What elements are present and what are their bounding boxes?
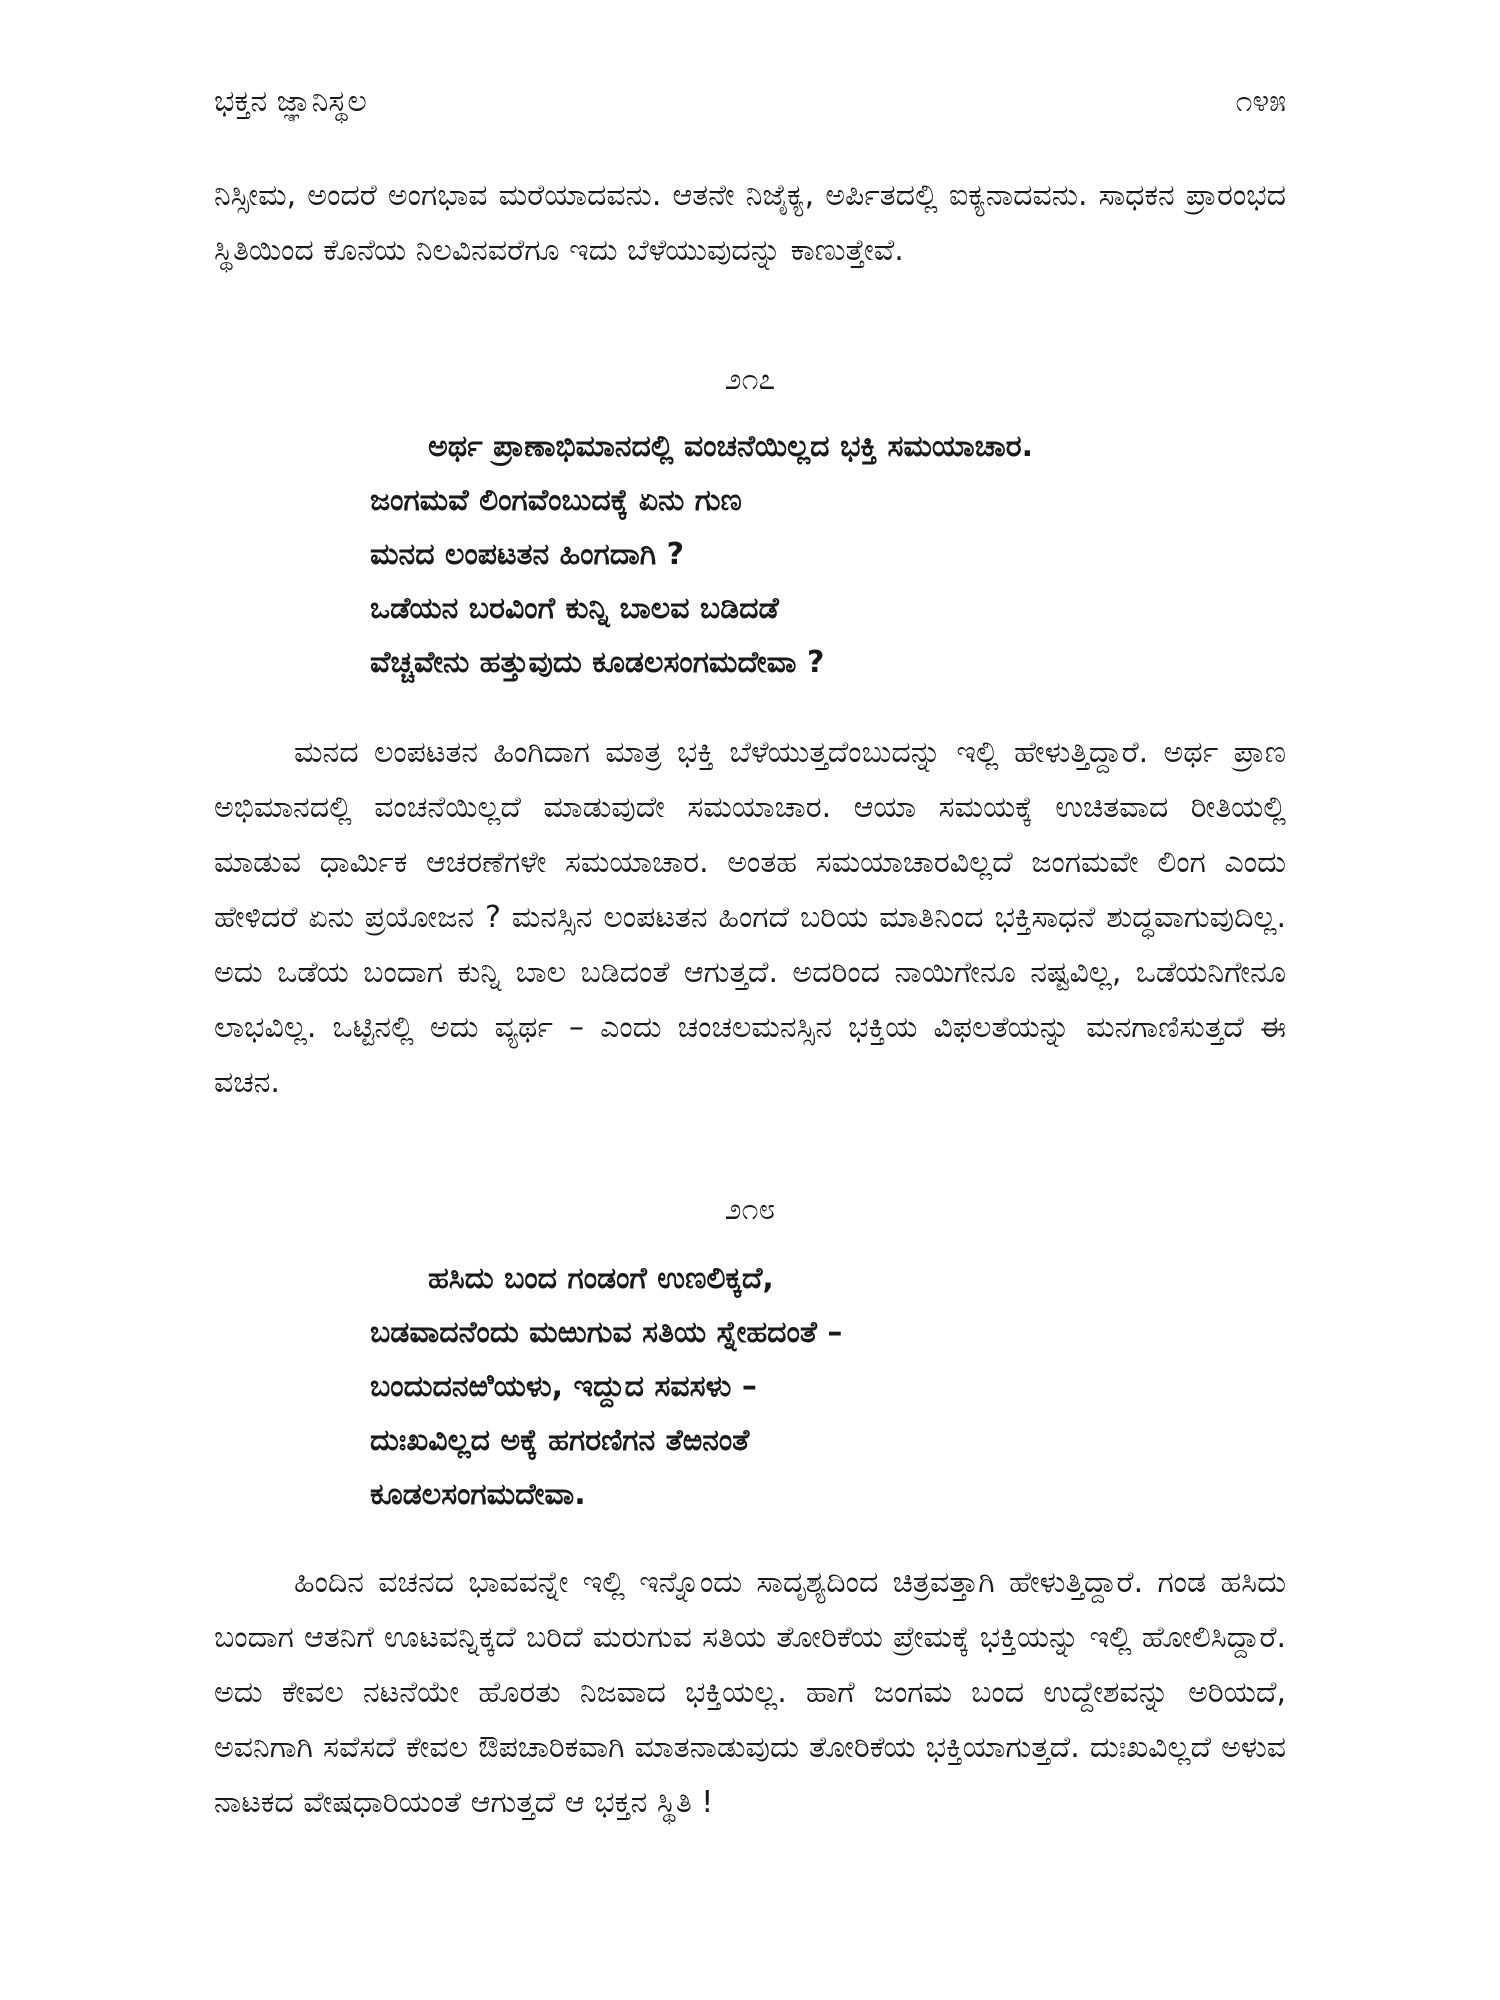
intro-paragraph: ನಿಸ್ಸೀಮ, ಅಂದರೆ ಅಂಗಭಾವ ಮರೆಯಾದವನು. ಆತನೇ ನಿಜೈಕ್ಯ, ಅರ್ಪಿತದಲ್ಲಿ ಐಕ್ಯನಾದವನು. ಸಾಧಕನ ಪ್ರಾರಂಭದ ಸ್ಥಿತಿಯಿಂದ ಕೊನೆಯ ನಿಲವಿನವರೆಗೂ ಇದು ಬೆಳೆಯುವುದನ್ನು ಕಾಣುತ್ತೇವೆ. [214, 178, 1286, 268]
verse-line: ಒಡೆಯನ ಬರವಿಂಗೆ ಕುನ್ನಿ ಬಾಲವ ಬಡಿದಡೆ [370, 591, 779, 626]
verse-line: ಮನದ ಲಂಪಟತನ ಹಿಂಗದಾಗಿ ? [370, 537, 684, 572]
verse-line: ಬಡವಾದನೆಂದು ಮಱುಗುವ ಸತಿಯ ಸ್ನೇಹದಂತೆ – [370, 1315, 843, 1350]
running-title: ಭಕ್ತನ ಜ್ಞಾನಿಸ್ಥಲ [214, 84, 367, 119]
vachana-number: ೨೧೭ [724, 362, 776, 397]
vachana-verse [370, 1252, 1270, 1522]
verse-line: ವೆಚ್ಚವೇನು ಹತ್ತುವುದು ಕೂಡಲಸಂಗಮದೇವಾ ? [370, 645, 825, 680]
page-number: ೧೪೫ [1235, 84, 1286, 119]
verse-line: ಅರ್ಥ ಪ್ರಾಣಾಭಿಮಾನದಲ್ಲಿ ವಂಚನೆಯಿಲ್ಲದ ಭಕ್ತಿ ಸಮಯಾಚಾರ. [428, 429, 1033, 464]
running-head [214, 80, 1286, 124]
verse-line: ಕೂಡಲಸಂಗಮದೇವಾ. [370, 1477, 586, 1512]
vachana-verse [370, 420, 1270, 690]
verse-line: ದುಃಖವಿಲ್ಲದ ಅಕ್ಕೆ ಹಗರಣಿಗನ ತೆಱನಂತೆ [370, 1423, 750, 1458]
verse-line: ಬಂದುದನಱಿಯಳು, ಇದ್ದುದ ಸವಸಳು – [370, 1369, 757, 1404]
verse-line: ಜಂಗಮವೆ ಲಿಂಗವೆಂಬುದಕ್ಕೆ ಏನು ಗುಣ [370, 483, 742, 518]
vachana-number: ೨೧೮ [724, 1192, 776, 1227]
commentary-paragraph: ಮನದ ಲಂಪಟತನ ಹಿಂಗಿದಾಗ ಮಾತ್ರ ಭಕ್ತಿ ಬೆಳೆಯುತ್ತದೆಂಬುದನ್ನು ಇಲ್ಲಿ ಹೇಳುತ್ತಿದ್ದಾರೆ. ಅರ್ಥ ಪ್ರಾಣ ಅಭಿಮಾನದಲ್ಲಿ ವಂಚನೆಯಿಲ್ಲದೆ ಮಾಡುವುದೇ ಸಮಯಾಚಾರ. ಆಯಾ ಸಮಯಕ್ಕೆ ಉಚಿತವಾದ ರೀತಿಯಲ್ಲಿ ಮಾಡುವ ಧಾರ್ಮಿಕ ಆಚರಣೆಗಳೇ ಸಮಯಾಚಾರ. ಅಂತಹ ಸಮಯಾಚಾರವಿಲ್ಲದೆ ಜಂಗಮವೇ ಲಿಂಗ ಎಂದು ಹೇಳಿದರೆ ಏನು ಪ್ರಯೋಜನ ? ಮನಸ್ಸಿನ ಲಂಪಟತನ ಹಿಂಗದೆ ಬರಿಯ ಮಾತಿನಿಂದ ಭಕ್ತಿಸಾಧನೆ ಶುದ್ಧವಾಗುವುದಿಲ್ಲ. ಅದು ಒಡೆಯ ಬಂದಾಗ ಕುನ್ನಿ ಬಾಲ ಬಡಿದಂತೆ ಆಗುತ್ತದೆ. ಅದರಿಂದ ನಾಯಿಗೇನೂ ನಷ್ಟವಿಲ್ಲ, ಒಡೆಯನಿಗೇನೂ ಲಾಭವಿಲ್ಲ. ಒಟ್ಟಿನಲ್ಲಿ ಅದು ವ್ಯರ್ಥ – ಎಂದು ಚಂಚಲಮನಸ್ಸಿನ ಭಕ್ತಿಯ ವಿಫಲತೆಯನ್ನು ಮನಗಾಣಿಸುತ್ತದೆ ಈ ವಚನ. [214, 735, 1286, 1100]
verse-line: ಹಸಿದು ಬಂದ ಗಂಡಂಗೆ ಉಣಲಿಕ್ಕದೆ, [428, 1261, 774, 1296]
commentary-paragraph: ಹಿಂದಿನ ವಚನದ ಭಾವವನ್ನೇ ಇಲ್ಲಿ ಇನ್ನೊಂದು ಸಾದೃಶ್ಯದಿಂದ ಚಿತ್ರವತ್ತಾಗಿ ಹೇಳುತ್ತಿದ್ದಾರೆ. ಗಂಡ ಹಸಿದು ಬಂದಾಗ ಆತನಿಗೆ ಊಟವನ್ನಿಕ್ಕದೆ ಬರಿದೆ ಮರುಗುವ ಸತಿಯ ತೋರಿಕೆಯ ಪ್ರೇಮಕ್ಕೆ ಭಕ್ತಿಯನ್ನು ಇಲ್ಲಿ ಹೋಲಿಸಿದ್ದಾರೆ. ಅದು ಕೇವಲ ನಟನೆಯೇ ಹೊರತು ನಿಜವಾದ ಭಕ್ತಿಯಲ್ಲ. ಹಾಗೆ ಜಂಗಮ ಬಂದ ಉದ್ದೇಶವನ್ನು ಅರಿಯದೆ, ಅವನಿಗಾಗಿ ಸವೆಸದೆ ಕೇವಲ ಔಪಚಾರಿಕವಾಗಿ ಮಾತನಾಡುವುದು ತೋರಿಕೆಯ ಭಕ್ತಿಯಾಗುತ್ತದೆ. ದುಃಖವಿಲ್ಲದೆ ಅಳುವ ನಾಟಕದ ವೇಷಧಾರಿಯಂತೆ ಆಗುತ್ತದೆ ಆ ಭಕ್ತನ ಸ್ಥಿತಿ ! [214, 1565, 1286, 1820]
